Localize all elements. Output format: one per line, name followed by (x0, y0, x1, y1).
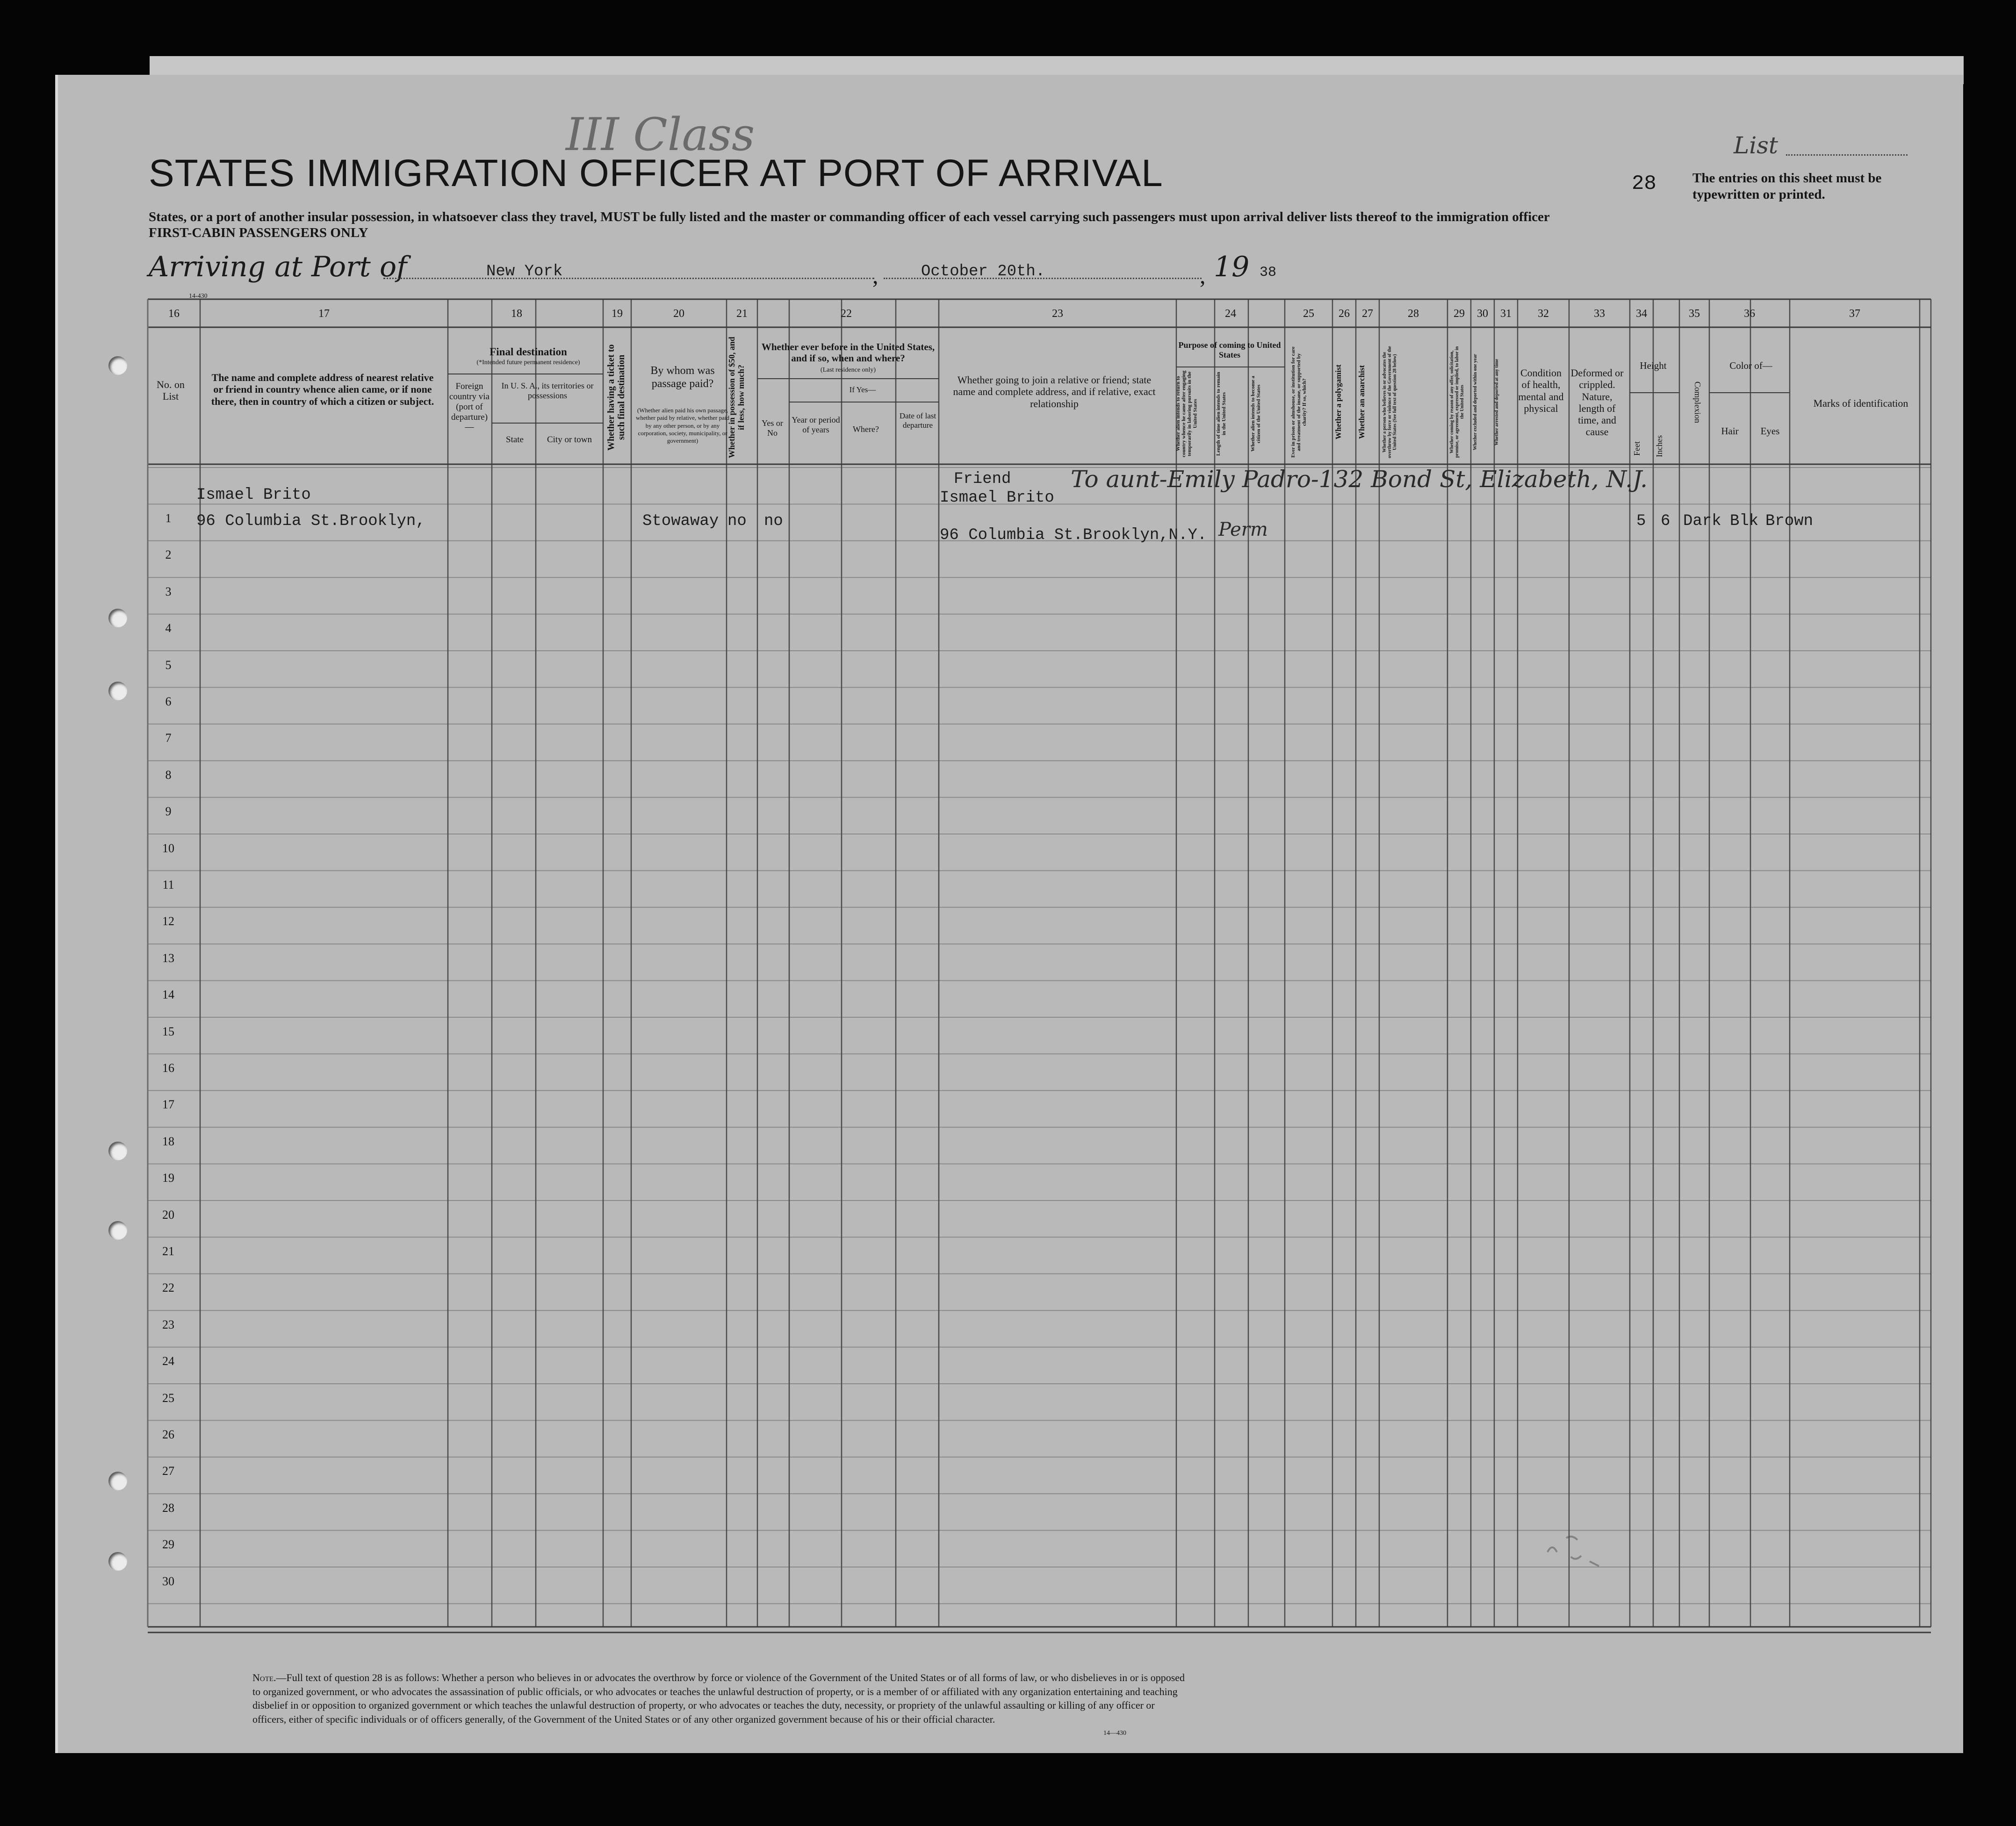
header-relative-abroad: The name and complete address of nearest relative or friend in country whence alien came, or if none there, then in country of which a citizen or subject. (211, 372, 434, 407)
hair: Blk (1730, 512, 1759, 530)
row-number: 7 (165, 731, 172, 745)
header-yes-no: Yes or No (762, 418, 783, 438)
header-by-whom-note: (Whether alien paid his own passage, whether paid by relative, whether paid by any other person, or by any corporation, society, municipality, or government) (636, 407, 729, 444)
header-by-whom: By whom was passage paid? (650, 365, 715, 390)
header-if-yes: If Yes— (849, 385, 876, 394)
column-number: 27 (1362, 308, 1373, 320)
column-number: 28 (1408, 308, 1419, 320)
header-complexion: Complexion (1693, 381, 1702, 423)
header-ever-before: Whether ever before in the United States, and if so, when and where? (761, 341, 935, 364)
form-code-top: 14-430 (189, 293, 208, 300)
relative-address: 96 Columbia St.Brooklyn, (196, 512, 425, 530)
column-number: 20 (673, 308, 684, 320)
header-deformed: Deformed or crippled. Nature, length of time, and cause (1570, 367, 1624, 438)
row-lines (148, 467, 1931, 1603)
column-number: 17 (318, 308, 330, 320)
row-number: 6 (165, 695, 172, 708)
footer-note (252, 1671, 1188, 1726)
header-hair: Hair (1721, 425, 1739, 437)
header-joining: Whether going to join a relative or friend; state name and complete address, and if relative, exact relationship (953, 374, 1156, 410)
row-number: 1 (165, 511, 172, 525)
header-q28: Whether a person who believes in or advocates the overthrow by force or violence of the Government of the United States (See full text of question 28 below) (1382, 346, 1397, 458)
row-number: 30 (162, 1574, 174, 1588)
purpose-length: Perm (1218, 519, 1268, 540)
row-number: 23 (162, 1317, 174, 1331)
header-last-residence: (Last residence only) (820, 367, 876, 374)
header-eyes: Eyes (1760, 425, 1780, 437)
class-annotation: III Class (566, 108, 755, 161)
header-purpose: Purpose of coming to United States (1178, 340, 1281, 359)
page-subtitle: States, or a port of another insular possession, in whatsoever class they travel, MUST be fully listed and the master or commanding officer of each vessel carrying such passengers must upon arrival deliver lists thereof to the immigration officer (149, 209, 1550, 224)
row-number: 11 (162, 878, 174, 891)
height-feet: 5 (1636, 512, 1646, 530)
column-number: 24 (1225, 308, 1236, 320)
column-number: 26 (1339, 308, 1350, 320)
header-date-departure: Date of last departure (899, 411, 936, 430)
row-number: 26 (162, 1428, 174, 1441)
header-prison: Ever in prison or almshouse, or institution for care and treatment of the insane, or supported by charity? If so, which? (1290, 346, 1308, 458)
row-number: 18 (162, 1134, 174, 1148)
arriving-label: Arriving at Port of (149, 251, 407, 283)
header-possession-50: Whether in possession of $50, and if less, how much? (727, 337, 746, 458)
header-in-usa: In U. S. A., its territories or possessions (501, 381, 594, 400)
date-value: October 20th. (921, 263, 1045, 280)
column-number: 21 (736, 308, 748, 320)
row-number: 25 (162, 1391, 174, 1405)
comma: , (1200, 262, 1206, 288)
row-number: 29 (162, 1538, 174, 1552)
header-inches: Inches (1655, 435, 1664, 458)
header-anarchist: Whether an anarchist (1357, 365, 1366, 439)
column-number: 31 (1500, 308, 1512, 320)
footer-form-code: 14—430 (1103, 1730, 1126, 1737)
column-number: 23 (1052, 308, 1063, 320)
column-number: 32 (1538, 308, 1549, 320)
header-purpose-b: Length of time alien intends to remain in the United States (1216, 372, 1227, 456)
header-foreign-country: Foreign country via (port of departure)— (449, 381, 490, 432)
header-q30: Whether excluded and deported within one year (1473, 354, 1478, 450)
header-feet: Feet (1632, 441, 1642, 456)
column-number: 25 (1303, 308, 1314, 320)
header-q29: Whether coming by reason of any offer, solicitation, promise, or agreement, expressed or implied, to labor in the United States (1449, 346, 1465, 458)
year-prefix: 19 (1214, 251, 1250, 283)
row-number: 21 (162, 1244, 174, 1258)
join-address: 96 Columbia St.Brooklyn,N.Y. (940, 526, 1207, 544)
header-final-destination: Final destination (490, 346, 567, 358)
row-number: 22 (162, 1281, 174, 1295)
join-relation: Friend (954, 470, 1011, 488)
row-number: 17 (162, 1098, 174, 1112)
column-number: 29 (1454, 308, 1465, 320)
header-q31: Whether arrested and deported at any time (1494, 359, 1499, 446)
column-number: 34 (1636, 308, 1647, 320)
height-inches: 6 (1661, 512, 1670, 530)
footer-note-text: —Full text of question 28 is as follows: Whether a person who believes in or advocates the overthrow by force or violence of the Government of the United States or of all forms of law, or who disbelieves in or is opposed to organized government, or who advocates the assassination of public officials, or who advocates or teaches the unlawful destruction of property, or is a member of or affiliated with any organization entertaining and teaching disbelief in or opposition to organized government or which teaches the unlawful destruction of property, or who advocates or teaches the duty, necessity, or propriety of the unlawful assaulting or killing of any officer or officers, either of specific individuals or of officers generally, of the Government of the United States or of any other organized government because of his or their official character. (252, 1672, 1185, 1725)
column-number: 19 (612, 308, 623, 320)
sheet-number: 28 (1632, 172, 1656, 195)
column-number: 33 (1594, 308, 1605, 320)
typewritten-note: The entries on this sheet must be typewritten or printed. (1692, 171, 1882, 202)
join-name: Ismael Brito (940, 489, 1054, 507)
footer-note-label: Note. (252, 1672, 276, 1683)
header-polygamist: Whether a polygamist (1334, 364, 1343, 440)
passage-paid-by: Stowaway (642, 512, 719, 530)
row-number: 14 (162, 988, 174, 1002)
header-final-destination-note: (*Intended future permanent residence) (476, 359, 580, 366)
header-ticket: Whether having a ticket to such final destination (606, 344, 626, 451)
header-color-of: Color of— (1729, 360, 1772, 371)
row-number: 2 (165, 548, 172, 562)
row-number: 9 (165, 805, 172, 819)
row-number: 12 (162, 914, 174, 928)
row-number: 20 (162, 1208, 174, 1222)
row-number: 5 (165, 658, 172, 672)
row-number: 13 (162, 951, 174, 965)
column-number: 37 (1849, 308, 1860, 320)
column-number: 35 (1689, 308, 1700, 320)
header-purpose-a: Whether alien intends to return to country whence he came after engaging temporarily in laboring pursuits in the United States (1175, 370, 1198, 457)
ever-before: no (764, 512, 783, 530)
arriving-dotted-line (383, 278, 874, 279)
row-number: 27 (162, 1464, 174, 1478)
row-number: 15 (162, 1024, 174, 1038)
column-number: 18 (511, 308, 522, 320)
relative-name: Ismael Brito (196, 486, 311, 504)
header-year-period: Year or period of years (792, 415, 840, 434)
row-number: 3 (165, 584, 172, 598)
header-height: Height (1640, 360, 1667, 371)
header-purpose-c: Whether alien intends to become a citizen of the United States (1250, 375, 1262, 452)
row-number: 16 (162, 1061, 174, 1075)
cabin-note: FIRST-CABIN PASSENGERS ONLY (149, 225, 368, 240)
column-number: 16 (168, 308, 180, 320)
list-label: List (1734, 132, 1778, 159)
header-health: Condition of health, mental and physical (1518, 367, 1564, 414)
year-suffix: 38 (1260, 265, 1277, 280)
column-number: 22 (841, 308, 852, 320)
possession-50: no (727, 512, 747, 530)
column-number: 36 (1744, 308, 1755, 320)
header-marks: Marks of identification (1813, 397, 1908, 409)
list-dotted-line (1786, 154, 1908, 156)
eyes: Brown (1765, 512, 1814, 530)
header-state: State (506, 435, 524, 445)
row-number: 8 (165, 768, 172, 782)
header-where: Where? (853, 424, 879, 434)
row-number: 24 (162, 1354, 174, 1368)
row-number: 19 (162, 1171, 174, 1185)
header-no-on-list: No. on List (157, 379, 185, 403)
handwritten-annotation: To aunt-Emily Padro-132 Bond St, Elizabeth, N.J. (1071, 466, 1648, 493)
row-number: 10 (162, 841, 174, 855)
complexion: Dark (1683, 512, 1721, 530)
port-value: New York (486, 263, 563, 280)
comma: , (872, 262, 878, 288)
row-number: 4 (165, 621, 172, 635)
header-city: City or town (547, 435, 592, 445)
row-number: 28 (162, 1501, 174, 1515)
stray-marks (1538, 1524, 1613, 1580)
column-number: 30 (1477, 308, 1488, 320)
page-title: STATES IMMIGRATION OFFICER AT PORT OF ARRIVAL (149, 152, 1163, 194)
